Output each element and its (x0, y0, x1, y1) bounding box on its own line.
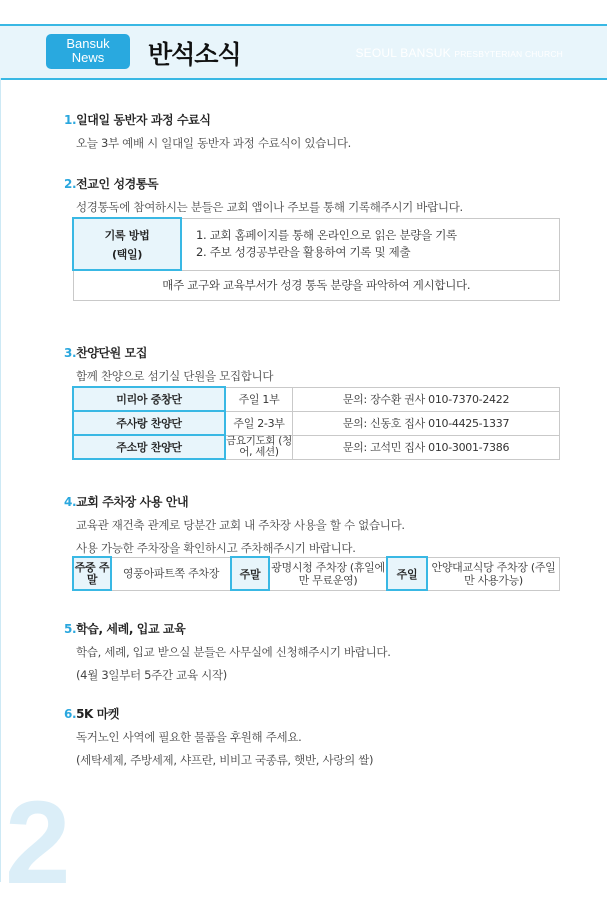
record-method-label (73, 218, 181, 270)
section-title (64, 111, 351, 128)
section-title (64, 493, 405, 510)
logo-text-line1: Bansuk (66, 36, 110, 51)
choir-name: 주사랑 찬양단 (73, 411, 225, 435)
section-text: 사용 가능한 주차장을 확인하시고 주차해주시기 바랍니다. (76, 541, 356, 555)
section-3 (64, 344, 273, 384)
section-text: 함께 찬양으로 섬기실 단원을 모집합니다 (76, 369, 274, 383)
church-name-main: SEOUL BANSUK (355, 46, 451, 60)
section-title (64, 175, 463, 192)
choir-name: 미리아 중창단 (73, 387, 225, 411)
section-number: 2. (64, 177, 77, 191)
table-row (73, 435, 560, 459)
section-text: 교육관 재건축 관계로 당분간 교회 내 주차장 사용을 할 수 없습니다. (76, 518, 405, 532)
section-title-text: 학습, 세례, 입교 교육 (76, 622, 186, 636)
choir-contact: 문의: 고석민 집사 010-3001-7386 (293, 435, 560, 459)
section-title-text: 교회 주차장 사용 안내 (76, 495, 189, 509)
section-title (64, 620, 391, 637)
section-number: 6. (64, 707, 77, 721)
church-name-small: PRESBYTERIAN CHURCH (454, 49, 563, 59)
reading-record-table (72, 217, 560, 301)
section-title-text: 전교인 성경통독 (76, 177, 159, 191)
choir-table (72, 386, 560, 460)
logo-text-line2: News (71, 50, 105, 65)
record-note: 매주 교구와 교육부서가 성경 통독 분량을 파악하여 게시합니다. (73, 270, 560, 300)
label-line: (택일) (111, 247, 143, 261)
parking-location: 영풍아파트쪽 주차장 (111, 557, 231, 590)
parking-location: 광명시청 주차장 (휴일에만 무료운영) (269, 557, 387, 590)
page-number: 2 (5, 777, 71, 909)
section-title-text: 5K 마켓 (76, 707, 120, 721)
section-title (64, 344, 273, 361)
choir-name: 주소망 찬양단 (73, 435, 225, 459)
choir-time: 주일 1부 (225, 387, 293, 411)
section-title-text: 일대일 동반자 과정 수료식 (76, 113, 211, 127)
method-item: 2. 주보 성경공부란을 활용하여 기록 및 제출 (196, 245, 411, 259)
method-item: 1. 교회 홈페이지를 통해 온라인으로 읽은 분량을 기록 (196, 228, 457, 242)
choir-time: 금요기도회 (청어, 세션) (226, 435, 292, 458)
section-number: 1. (64, 113, 77, 127)
section-number: 4. (64, 495, 77, 509)
table-row (73, 411, 560, 435)
parking-table (72, 556, 560, 591)
parking-label: 주말 (231, 557, 269, 590)
table-row (73, 387, 560, 411)
choir-time: 주일 2-3부 (225, 411, 293, 435)
section-4 (64, 493, 405, 556)
record-methods (181, 218, 560, 270)
section-number: 3. (64, 346, 77, 360)
section-text: 성경통독에 참여하시는 분들은 교회 앱이나 주보를 통해 기록해주시기 바랍니다. (76, 200, 463, 214)
choir-contact: 문의: 장수환 권사 010-7370-2422 (293, 387, 560, 411)
section-text: 학습, 세례, 입교 받으실 분들은 사무실에 신청해주시기 바랍니다. (76, 645, 391, 659)
section-title-text: 찬양단원 모집 (76, 346, 148, 360)
page-left-rule (0, 78, 1, 882)
parking-label: 주중 주말 (73, 557, 111, 590)
section-1 (64, 111, 351, 151)
section-6 (64, 705, 373, 768)
choir-contact: 문의: 신동호 집사 010-4425-1337 (293, 411, 560, 435)
label-line: 기록 방법 (104, 228, 150, 242)
page-title: 반석소식 (148, 40, 241, 69)
section-text: 오늘 3부 예배 시 일대일 동반자 과정 수료식이 있습니다. (76, 136, 352, 150)
section-title (64, 705, 373, 722)
section-2 (64, 175, 463, 215)
bansuk-news-logo (46, 34, 130, 69)
parking-location: 안양대교식당 주차장 (주일만 사용가능) (427, 557, 560, 590)
section-number: 5. (64, 622, 77, 636)
parking-label: 주일 (387, 557, 427, 590)
section-5 (64, 620, 391, 683)
section-text: (4월 3일부터 5주간 교육 시작) (76, 668, 227, 682)
section-text: (세탁세제, 주방세제, 샤프란, 비비고 국종류, 햇반, 사랑의 쌀) (76, 753, 374, 767)
newsletter-header (0, 0, 607, 78)
section-text: 독거노인 사역에 필요한 물품을 후원해 주세요. (76, 730, 302, 744)
church-name (355, 46, 563, 60)
